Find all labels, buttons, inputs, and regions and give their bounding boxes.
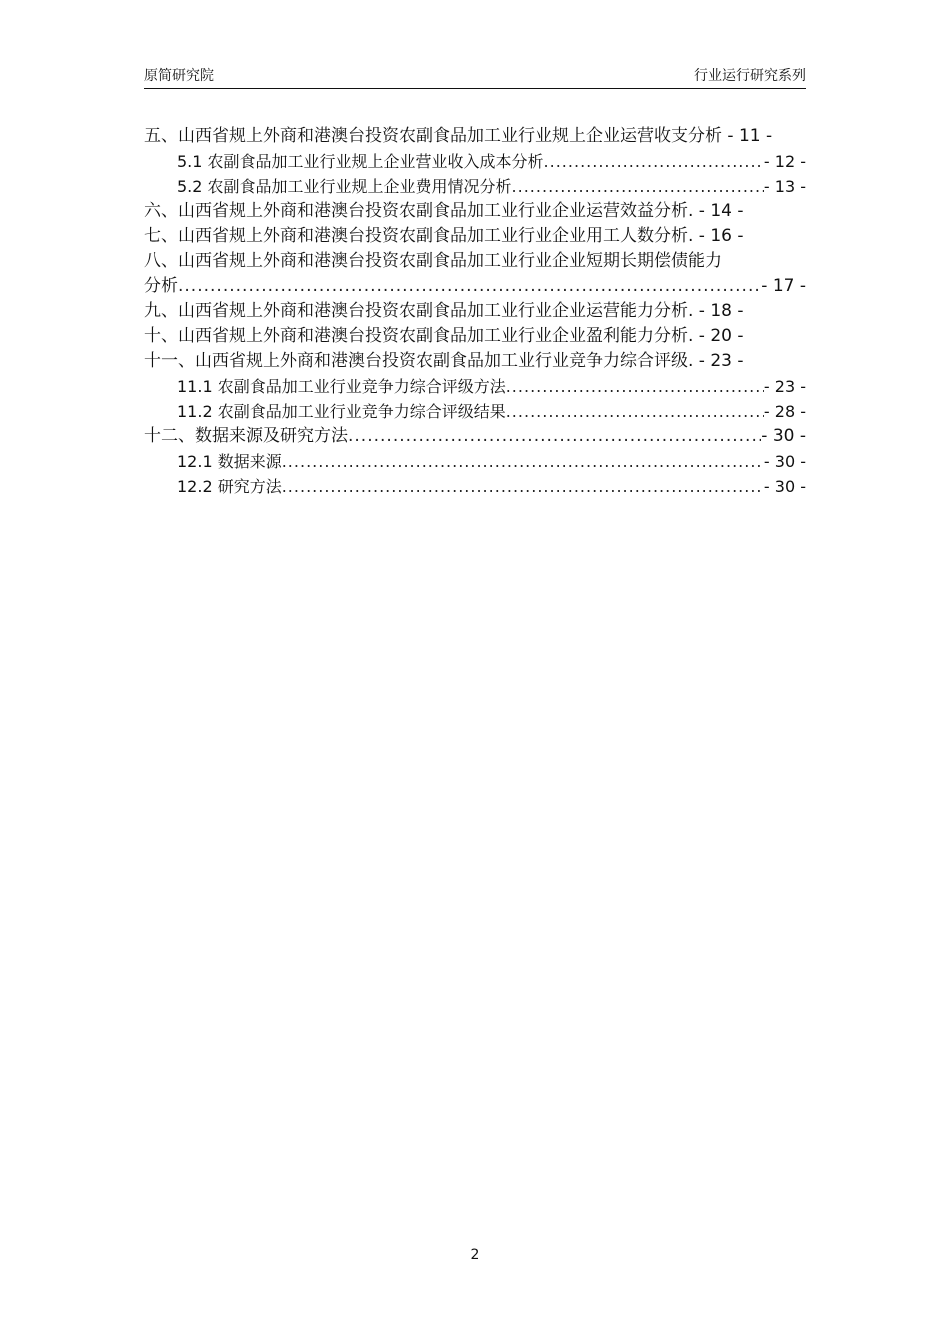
toc-entry-page: - 30 - bbox=[763, 477, 806, 496]
toc-entry-page: - 23 - bbox=[763, 377, 806, 396]
page-header bbox=[144, 66, 806, 89]
header-org-name: 原简研究院 bbox=[144, 68, 214, 84]
toc-entry-text: 九、山西省规上外商和港澳台投资农副食品加工业行业企业运营能力分析. - 18 - bbox=[144, 301, 744, 321]
toc-entry[interactable] bbox=[144, 124, 806, 149]
toc-leader-dots bbox=[282, 449, 764, 474]
toc-entry-text: 五、山西省规上外商和港澳台投资农副食品加工业行业规上企业运营收支分析 - 11 - bbox=[144, 126, 773, 146]
toc-entry-title: 十二、数据来源及研究方法 bbox=[144, 426, 348, 446]
toc-entry[interactable] bbox=[144, 424, 806, 449]
toc-leader-dots bbox=[178, 274, 761, 299]
toc-entry[interactable] bbox=[144, 324, 806, 349]
toc-entry-page: - 12 - bbox=[763, 152, 806, 171]
toc-entry[interactable] bbox=[144, 299, 806, 324]
header-series-name: 行业运行研究系列 bbox=[694, 68, 806, 84]
toc-leader-dots bbox=[348, 424, 761, 449]
toc-entry[interactable] bbox=[144, 174, 806, 199]
toc-entry-title: 分析 bbox=[144, 276, 178, 296]
toc-entry-title: 12.1 数据来源 bbox=[177, 452, 282, 471]
toc-entry-text: 七、山西省规上外商和港澳台投资农副食品加工业行业企业用工人数分析. - 16 - bbox=[144, 226, 744, 246]
toc-entry-title: 11.2 农副食品加工业行业竞争力综合评级结果 bbox=[177, 402, 506, 421]
toc-entry-title-line1: 八、山西省规上外商和港澳台投资农副食品加工业行业企业短期长期偿债能力 bbox=[144, 251, 722, 271]
toc-entry-title: 5.2 农副食品加工业行业规上企业费用情况分析 bbox=[177, 177, 512, 196]
table-of-contents bbox=[144, 124, 806, 499]
toc-entry[interactable] bbox=[144, 374, 806, 399]
toc-entry[interactable] bbox=[144, 474, 806, 499]
toc-entry-text: 十、山西省规上外商和港澳台投资农副食品加工业行业企业盈利能力分析. - 20 - bbox=[144, 326, 744, 346]
toc-entry-page: - 30 - bbox=[761, 426, 806, 446]
toc-leader-dots bbox=[506, 374, 764, 399]
toc-entry[interactable] bbox=[144, 249, 806, 299]
toc-entry-page: - 30 - bbox=[763, 452, 806, 471]
toc-leader-dots bbox=[512, 174, 764, 199]
toc-entry-text: 六、山西省规上外商和港澳台投资农副食品加工业行业企业运营效益分析. - 14 - bbox=[144, 201, 744, 221]
toc-entry-title: 12.2 研究方法 bbox=[177, 477, 282, 496]
toc-entry-text: 十一、山西省规上外商和港澳台投资农副食品加工业行业竞争力综合评级. - 23 - bbox=[144, 351, 744, 371]
toc-leader-dots bbox=[282, 474, 764, 499]
toc-entry-page: - 13 - bbox=[763, 177, 806, 196]
toc-entry[interactable] bbox=[144, 399, 806, 424]
toc-entry[interactable] bbox=[144, 349, 806, 374]
toc-leader-dots bbox=[544, 149, 764, 174]
toc-entry-title: 5.1 农副食品加工业行业规上企业营业收入成本分析 bbox=[177, 152, 544, 171]
toc-entry-title: 11.1 农副食品加工业行业竞争力综合评级方法 bbox=[177, 377, 506, 396]
toc-entry[interactable] bbox=[144, 449, 806, 474]
toc-entry[interactable] bbox=[144, 149, 806, 174]
toc-entry[interactable] bbox=[144, 224, 806, 249]
toc-leader-dots bbox=[506, 399, 764, 424]
toc-entry[interactable] bbox=[144, 199, 806, 224]
toc-entry-page: - 17 - bbox=[761, 276, 806, 296]
toc-entry-page: - 28 - bbox=[763, 402, 806, 421]
page-number: 2 bbox=[470, 1247, 480, 1263]
